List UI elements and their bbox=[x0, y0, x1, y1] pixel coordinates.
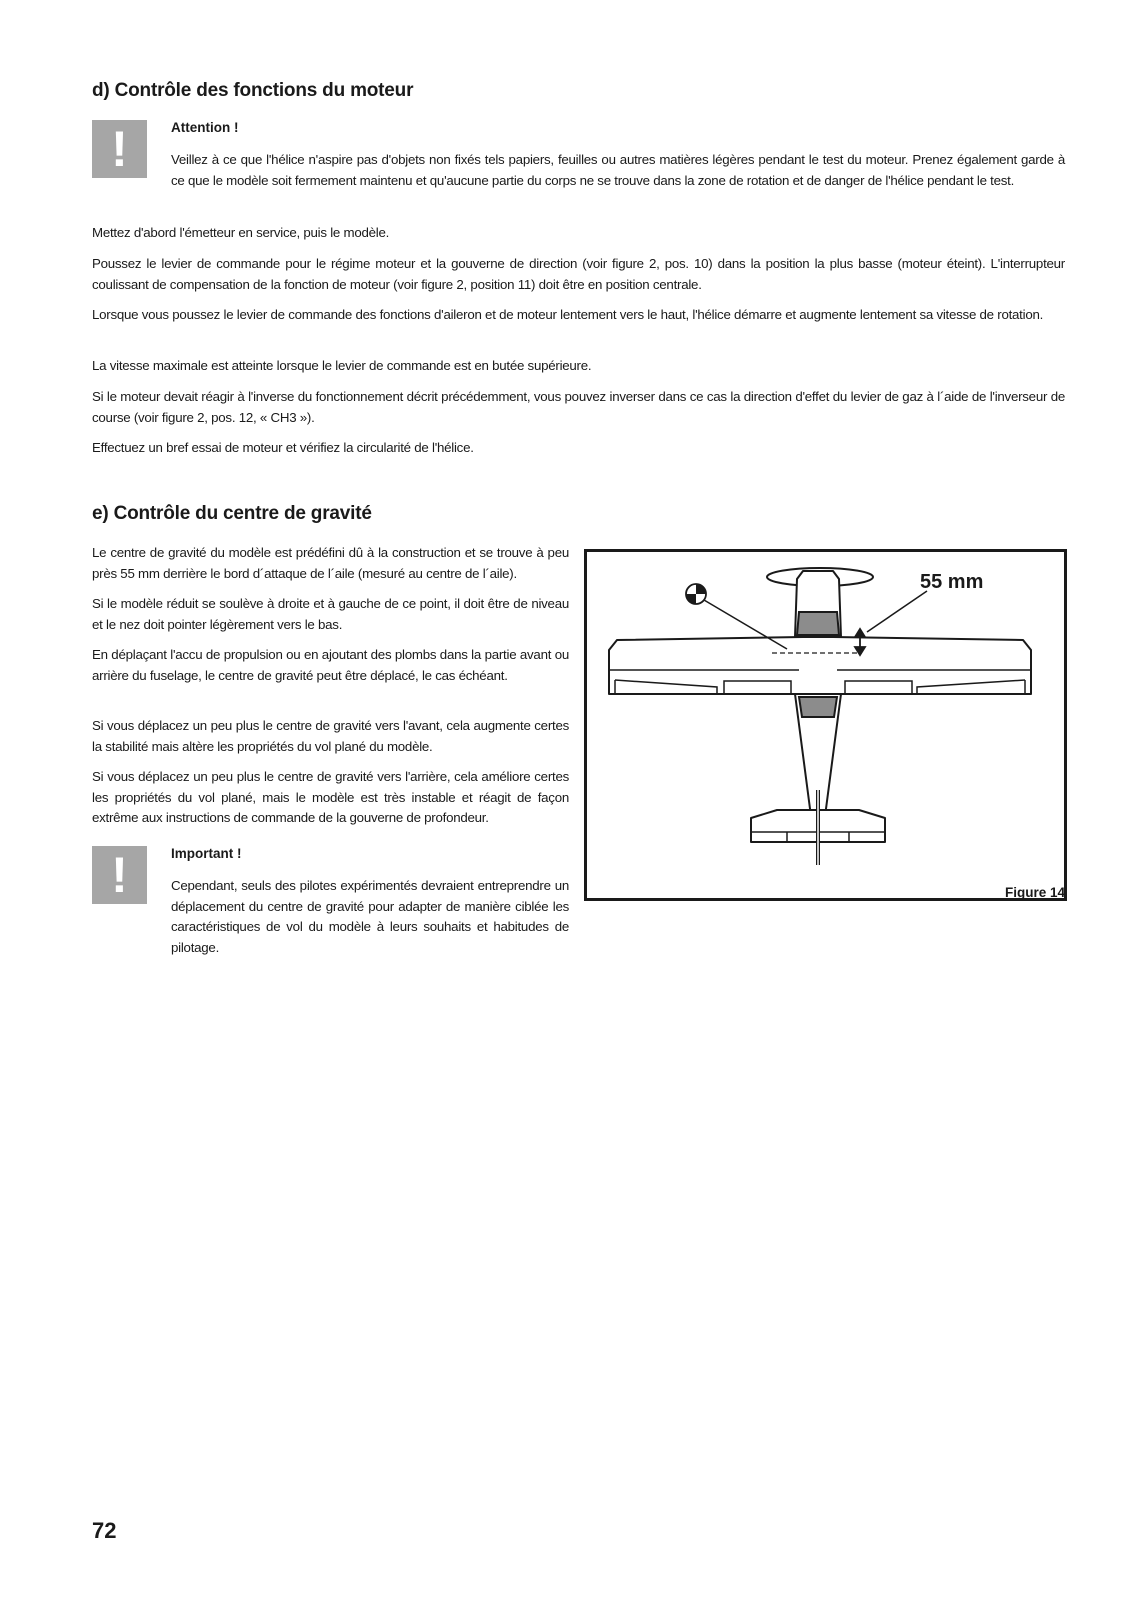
important-label: Important ! bbox=[171, 846, 242, 861]
paragraph-e-4: Si vous déplacez un peu plus le centre de gravité vers l'avant, cela augmente certes la stabilité mais altère les propriétés du vol plané du modèle. bbox=[92, 718, 569, 754]
paragraph-e-2: Si le modèle réduit se soulève à droite et à gauche de ce point, il doit être de niveau et le nez doit pointer légèrement vers le bas. bbox=[92, 596, 569, 632]
attention-label: Attention ! bbox=[171, 120, 239, 135]
paragraph-d-4: La vitesse maximale est atteinte lorsque le levier de commande est en butée supérieure. bbox=[92, 358, 592, 373]
warning-icon bbox=[92, 846, 147, 904]
main-wing bbox=[609, 637, 1031, 694]
measurement-label: 55 mm bbox=[920, 571, 984, 593]
paragraph-d-3: Lorsque vous poussez le levier de commande des fonctions d'aileron et de moteur lentement vers le haut, l'hélice démarre et augmente lentement sa vitesse de rotation. bbox=[92, 307, 1044, 322]
paragraph-d-6: Effectuez un bref essai de moteur et vérifiez la circularité de l'hélice. bbox=[92, 440, 474, 455]
page-number: 72 bbox=[92, 1518, 117, 1543]
attention-text: Veillez à ce que l'hélice n'aspire pas d'objets non fixés tels papiers, feuilles ou autres matières légères pendant le test du moteur. Prenez également garde à ce que le modèle soit fermement maintenu et qu'aucune partie du corps ne se trouve dans la zone de rotation et de danger de l'hélice pendant le test. bbox=[171, 152, 1065, 188]
canopy-rear bbox=[799, 697, 837, 717]
figure-14-frame bbox=[584, 549, 1067, 901]
section-e-heading: e) Contrôle du centre de gravité bbox=[92, 503, 372, 524]
exclamation-glyph: ! bbox=[111, 847, 128, 903]
paragraph-d-5: Si le moteur devait réagir à l'inverse du fonctionnement décrit précédemment, vous pouvez inverser dans ce cas la direction d'effet du levier de gaz à l´aide de l'inverseur de course (voir figure 2, pos. 12, « CH3 »). bbox=[92, 389, 1065, 425]
exclamation-glyph: ! bbox=[111, 121, 128, 177]
paragraph-e-3: En déplaçant l'accu de propulsion ou en ajoutant des plombs dans la partie avant ou arrière du fuselage, le centre de gravité peut être déplacé, le cas échéant. bbox=[92, 647, 569, 683]
figure-caption: Figure 14 bbox=[1004, 885, 1065, 900]
paragraph-d-2: Poussez le levier de commande pour le régime moteur et la gouverne de direction (voir figure 2, pos. 10) dans la position la plus basse (moteur éteint). L'interrupteur coulissant de compensation de la fonction de moteur (voir figure 2, position 11) doit être en position centrale. bbox=[92, 256, 1065, 292]
paragraph-e-5: Si vous déplacez un peu plus le centre de gravité vers l'arrière, cela améliore certes les propriétés du vol plané, mais le modèle est très instable et réagit de façon extrême aux instructions de commande de la gouverne de profondeur. bbox=[92, 769, 569, 825]
canopy-front bbox=[797, 612, 839, 635]
cg-symbol-icon bbox=[686, 584, 706, 604]
warning-icon bbox=[92, 120, 147, 178]
airplane-cg-diagram bbox=[587, 552, 1064, 898]
section-d-heading: d) Contrôle des fonctions du moteur bbox=[92, 80, 414, 101]
paragraph-d-1: Mettez d'abord l'émetteur en service, puis le modèle. bbox=[92, 225, 390, 240]
important-text: Cependant, seuls des pilotes expérimentés devraient entreprendre un déplacement du centre de gravité pour adapter de manière ciblée les caractéristiques de vol du modèle à leurs souhaits et habitudes de pilotage. bbox=[171, 878, 569, 955]
paragraph-e-1: Le centre de gravité du modèle est prédéfini dû à la construction et se trouve à peu près 55 mm derrière le bord d´attaque de l´aile (mesuré au centre de l´aile). bbox=[92, 545, 569, 581]
